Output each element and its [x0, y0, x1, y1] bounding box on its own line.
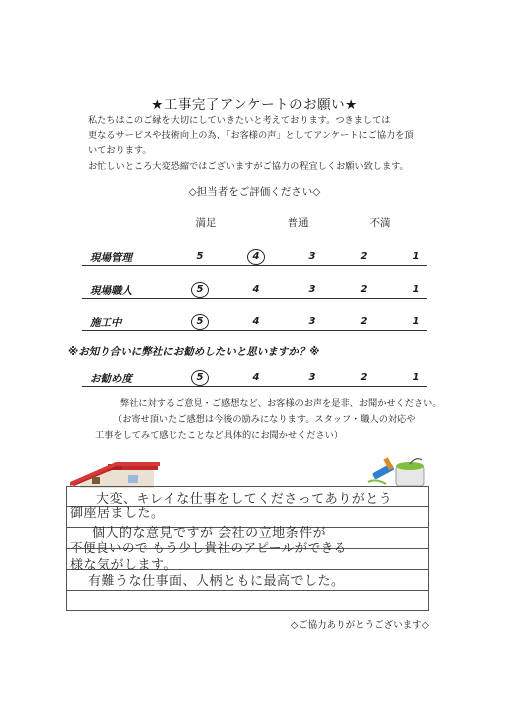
rating-row-line — [82, 330, 427, 331]
rating-score-option[interactable]: 5 — [196, 284, 204, 295]
rating-score-option[interactable]: 1 — [412, 284, 420, 295]
selected-score-circle — [191, 370, 209, 386]
handwritten-comment-line: 様な気がします。 — [70, 558, 177, 573]
intro-line: 更なるサービスや技術向上の為、「お客様の声」としてアンケートにご協力を頂 — [88, 130, 414, 142]
house-icon — [70, 460, 160, 488]
handwritten-comment-line: 有難うな仕事面、人柄ともに最高でした。 — [88, 574, 345, 589]
rating-score-option[interactable]: 1 — [412, 251, 420, 262]
comment-box[interactable] — [66, 486, 429, 611]
handwritten-comment-line: 大変、キレイな仕事をしてくださってありがとう — [96, 492, 393, 507]
selected-score-circle — [191, 282, 209, 298]
intro-line: いております。 — [88, 145, 152, 157]
rating-score-option[interactable]: 4 — [252, 251, 260, 262]
rating-label-1: 現場職人 — [90, 285, 132, 297]
section-heading-staff: ◇担当者をご評価ください◇ — [188, 186, 321, 198]
rating-score-option[interactable]: 5 — [196, 372, 204, 383]
rating-score-option[interactable]: 3 — [308, 251, 316, 262]
rating-score-option[interactable]: 2 — [360, 284, 368, 295]
scale-header-satisfied: 満足 — [195, 217, 217, 229]
recommend-question: ※お知り合いに弊社にお勧めしたいと思いますか？※ — [68, 346, 320, 358]
rating-score-option[interactable]: 3 — [308, 284, 316, 295]
rating-label-0: 現場管理 — [90, 252, 132, 264]
rating-score-option[interactable]: 2 — [360, 251, 368, 262]
selected-score-circle — [191, 314, 209, 330]
rating-score-option[interactable]: 4 — [252, 284, 260, 295]
scale-header-neutral: 普通 — [287, 217, 309, 229]
rating-row-line — [82, 386, 427, 387]
rating-label-recommend: お勧め度 — [90, 373, 132, 385]
rating-score-option[interactable]: 5 — [196, 316, 204, 327]
rating-row-line — [82, 298, 427, 299]
rating-label-2: 施工中 — [90, 317, 122, 329]
rating-score-option[interactable]: 1 — [412, 316, 420, 327]
thanks-message: ◇ご協力ありがとうございます◇ — [290, 620, 429, 631]
rating-score-option[interactable]: 1 — [412, 372, 420, 383]
selected-score-circle — [247, 249, 265, 265]
intro-line: 私たちはこのご縁を大切にしていきたいと考えております。つきましては — [88, 115, 391, 126]
rating-score-option[interactable]: 2 — [360, 372, 368, 383]
intro-text — [88, 113, 433, 174]
notes-line: 工事をしてみて感じたことなど具体的にお聞かせください） — [95, 430, 344, 441]
intro-line: お忙しいところ大変恐縮ではございますがご協力の程宜しくお願い致します。 — [88, 160, 409, 172]
handwritten-comment-line: 御座居ました。 — [70, 506, 165, 521]
notes-line: （お寄せ頂いたご感想は今後の励みになります。スタッフ・職人の対応や — [113, 414, 416, 425]
scale-header-dissatisfied: 不満 — [369, 217, 391, 229]
rating-score-option[interactable]: 4 — [252, 316, 260, 327]
rating-score-option[interactable]: 5 — [196, 251, 204, 262]
rating-row-line — [82, 265, 427, 266]
rating-score-option[interactable]: 3 — [308, 316, 316, 327]
page-title: ★工事完了アンケートのお願い★ — [151, 97, 358, 113]
rating-score-option[interactable]: 2 — [360, 316, 368, 327]
rating-score-option[interactable]: 3 — [308, 372, 316, 383]
notes-line: 弊社に対するご意見・ご感想など、お客様のお声を是非、お聞かせください。 — [120, 398, 442, 409]
paint-bucket-icon — [366, 454, 432, 488]
rating-score-option[interactable]: 4 — [252, 372, 260, 383]
handwritten-comment-line: 不便良いので もう少し貴社のアピールができる — [70, 540, 347, 555]
handwritten-comment-line: 個人的な意見ですが 会社の立地条件が — [92, 526, 327, 541]
